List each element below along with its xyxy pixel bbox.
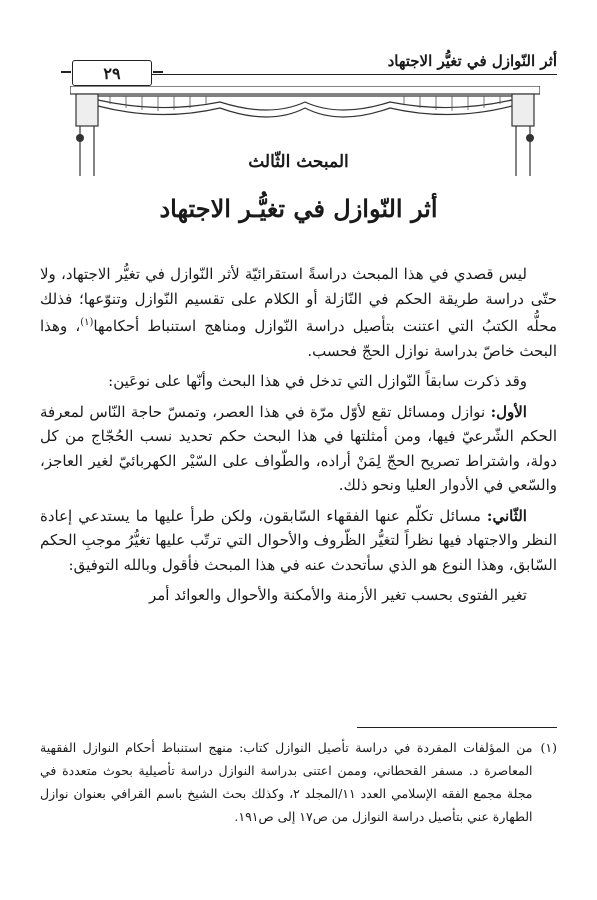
footnote-text: من المؤلفات المفردة في دراسة تأصيل النوازل كتاب: منهج استنباط أحكام النوازل الفقهية المعاصرة د. مسفر القحطاني، وممن اعتنى بدراسة النوازل دراسة تأصيلية بحوث متعددة في مجلة مجمع الفقه الإسلامي العدد ١١/المجلد ٢، وكذلك بحث الشيخ باسم القرافي بعنوان نوازل الطهارة عني بتأصيل دراسة النوازل من ص١٧ إلى ص١٩١. (40, 740, 533, 824)
running-header (150, 52, 557, 75)
paragraph-4-text: مسائل تكلّم عنها الفقهاء السّابقون، ولكن طرأ عليها ما يستدعي إعادة النظر والاجتهاد فيها نظراً لتغيُّر الظّروف والأحوال التي ترتّب عليها تغيُّرُ موجبِ الحكم السّابق، وهذا النوع هو الذي سأتحدث عنه في هذا المبحث فأقول وبالله التوفيق: (40, 506, 557, 574)
body-text (40, 262, 557, 614)
paragraph-5: تغير الفتوى بحسب تغير الأزمنة والأمكنة والأحوال والعوائد أمر (148, 586, 527, 604)
chapter-heading: أثر النّوازل في تغيُّـر الاجتهاد (159, 194, 438, 223)
paragraph-1 (40, 262, 557, 363)
footnote (40, 736, 557, 828)
label-first: الأول: (490, 402, 527, 421)
footnote-ref[interactable]: (١) (80, 317, 94, 328)
paragraph-4 (40, 504, 557, 578)
footnote-mark: (١) (540, 740, 557, 755)
paragraph-1-text: ليس قصدي في هذا المبحث دراسةً استقرائيّة لأثر النّوازل في تغيُّر الاجتهاد، ولا حتّى دراسة طريقة الحكم في النّازلة أو الكلام على تقسيم النّوازل وتنوّعها؛ فذلك محلُّه الكتبُ التي اعتنت بتأصيل دراسة النّوازل ومناهج استنباط أحكامها (40, 265, 557, 335)
paragraph-1-end: ، وهذا البحث خاصّ بدراسة نوازل الحجّ فحسب. (40, 317, 557, 360)
page-number: ٢٩ (103, 63, 121, 83)
footnote-separator (357, 727, 557, 728)
page-number-box (72, 60, 152, 86)
paragraph-3-text: نوازل ومسائل تقع لأوّل مرّة في هذا العصر، وتمسّ حاجة النّاس لمعرفة الحكم الشّرعيّ فيها، ومن أمثلتها في هذا البحث حكم تحديد نسب الحُجّاج من كل دولة، واشتراط تصريح الحجّ لِمَنْ أراده، والطّواف على السّيْر الكهربائيّ لغير العاجز، والسّعي في الأدوار العليا ونحو ذلك. (40, 402, 557, 494)
paragraph-2: وقد ذكرت سابقاً النّوازل التي تدخل في هذا البحث وأنّها على نوعَين: (108, 372, 527, 390)
running-title: أثر النّوازل في تغيُّر الاجتهاد (387, 52, 557, 70)
section-heading: المبحث الثّالث (248, 152, 349, 172)
paragraph-3 (40, 400, 557, 498)
label-second: الثّاني: (486, 506, 527, 525)
